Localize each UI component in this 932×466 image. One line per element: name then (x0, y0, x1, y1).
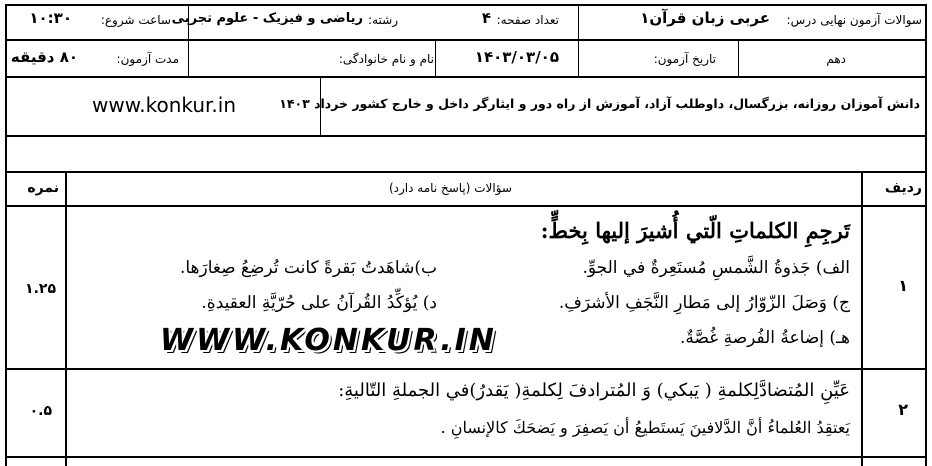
page-count-value: ۴ (481, 9, 491, 27)
col-score-header: نمره (27, 180, 59, 196)
question-1-item-e: هـ) إضاعةُ الفُرصةِ غُصَّةٌ. (680, 328, 850, 348)
grade-label: دهم (826, 52, 846, 66)
name-label: نام و نام خانوادگی: (338, 52, 434, 66)
table-header-bottom (5, 205, 927, 207)
question-1-bottom (5, 368, 927, 370)
question-1-number: ۱ (898, 276, 908, 295)
exam-date-label: تاریخ آزمون: (653, 52, 716, 66)
question-2-bottom (5, 456, 927, 458)
exam-title-value: عربی زبان قرآن۱ (640, 9, 770, 27)
row4-bottom (5, 171, 927, 173)
frame-top (5, 4, 927, 6)
col-row-header: ردیف (884, 180, 922, 196)
question-2-sentence: يَعتقِدُ العُلماءُ أنَّ الدَّلافينَ يَستَطيعُ أن يَصفِرَ و يَضحَكَ كالإنسانِ . (440, 418, 850, 437)
website-link[interactable]: www.konkur.in (92, 93, 236, 117)
page-count-label: تعداد صفحه: (496, 13, 559, 27)
exam-description: دانش آموزان روزانه، بزرگسال، داوطلب آزاد، آموزش از راه دور و ایثارگر داخل و خارج کشور خرداد ۱۴۰۳ (279, 96, 920, 111)
question-1-score: ۱.۲۵ (25, 281, 56, 297)
question-2-score: ۰.۵ (29, 403, 52, 419)
start-time-label: ساعت شروع: (100, 13, 171, 27)
exam-date-value: ۱۴۰۳/۰۳/۰۵ (474, 48, 559, 66)
exam-title-label: سوالات آزمون نهایی درس: (786, 13, 922, 27)
duration-label: مدت آزمون: (116, 52, 179, 66)
question-1-item-b: ب)شاهَدتُ بَقرةً كانت تُرضِعُ صِغارَها. (179, 258, 437, 278)
question-1-prompt: تَرجِمِ الکلماتِ الّتي أُشيرَ إليها بِخطٍّ: (540, 218, 850, 243)
row1-bottom (5, 39, 927, 41)
question-1-item-d: د) يُؤكِّدُ القُرآنُ على حُرّيَّةِ العقيدةِ. (201, 293, 437, 313)
watermark: WWW.KONKUR.IN (160, 323, 497, 358)
question-2-number: ۲ (898, 400, 908, 419)
frame-right (925, 4, 927, 466)
question-2-prompt: عَيِّنِ المُتضادَّلِكلمةِ ( يَبكي) وَ المُترادفَ لِكلمةِ( يَقدرُ)في الجملةِ التّاليةِ: (338, 380, 850, 401)
field-label: رشته: (368, 13, 398, 27)
row3-bottom (5, 135, 927, 137)
frame-left (5, 4, 7, 466)
duration-value: ۸۰ دقیقه (10, 48, 78, 66)
field-value: ریاضی و فیزیک - علوم تجربی (171, 11, 363, 26)
start-time-value: ۱۰:۳۰ (29, 9, 72, 27)
question-1-item-a: الف) جَذوةُ الشَّمسِ مُستَعِرةٌ في الجوِّ. (582, 258, 850, 278)
question-1-item-c: ج) وَصَلَ الزّوّارُ إلى مَطارِ النَّجَفِ الأشرَفِ. (558, 293, 850, 313)
row2-bottom (5, 76, 927, 78)
col-questions-header: سؤالات (پاسخ نامه دارد) (388, 181, 512, 195)
